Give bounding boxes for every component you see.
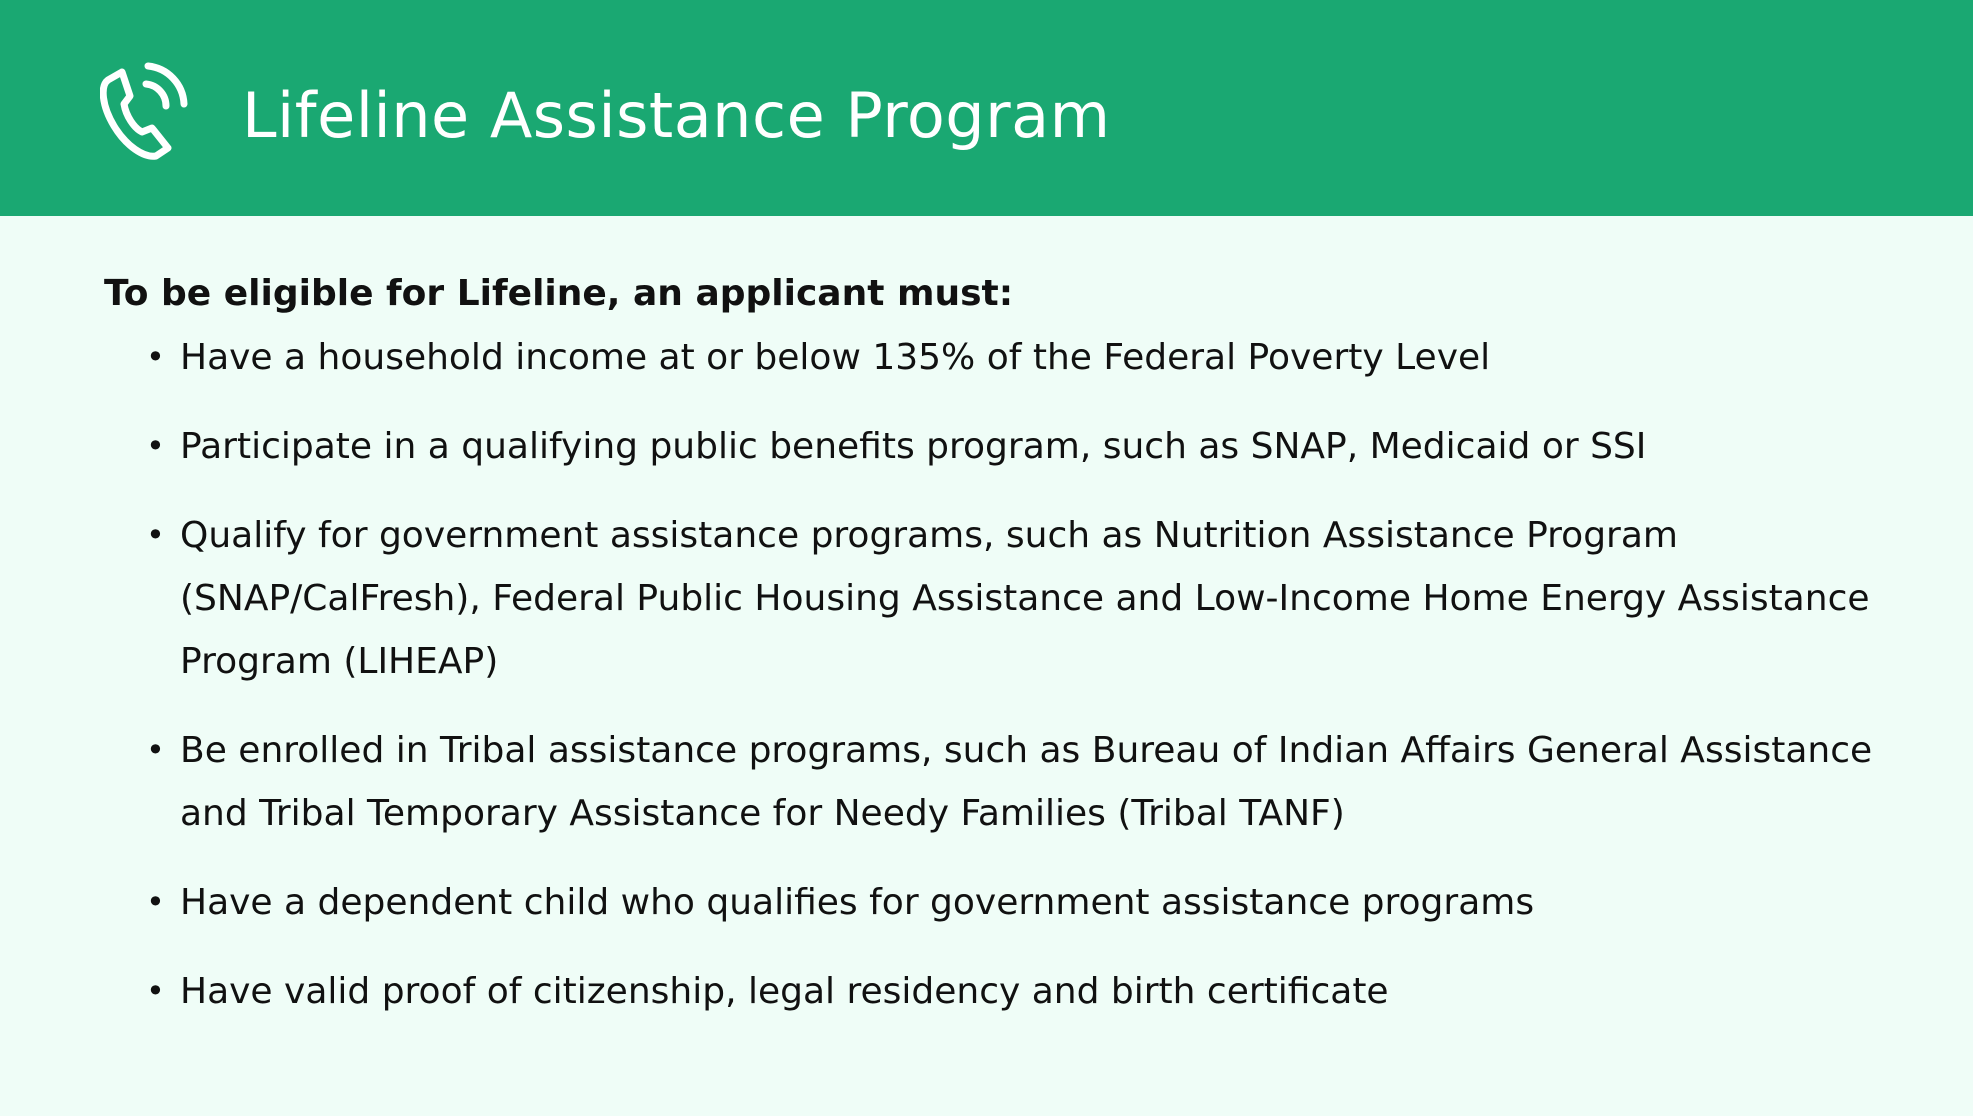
list-item: [104, 719, 1884, 845]
bullet: •: [146, 516, 165, 554]
bullet: •: [146, 883, 165, 921]
header-banner: [0, 0, 1973, 216]
phone-icon: [100, 62, 190, 162]
page-title: Lifeline Assistance Program: [242, 79, 1111, 152]
list-item-text: Qualify for government assistance programs, such as Nutrition Assistance Program (SNAP/CalFresh), Federal Public Housing Assistance and Low-Income Home Energy Assistance Program (LIHEAP): [180, 515, 1870, 682]
bullet: •: [146, 972, 165, 1010]
list-item: [104, 415, 1884, 478]
list-item: [104, 326, 1884, 389]
list-item-text: Have valid proof of citizenship, legal residency and birth certificate: [180, 971, 1389, 1012]
list-item: [104, 871, 1884, 934]
bullet: •: [146, 338, 165, 376]
list-item: [104, 960, 1884, 1023]
list-item-text: Be enrolled in Tribal assistance programs, such as Bureau of Indian Affairs General Assistance and Tribal Temporary Assistance for Needy Families (Tribal TANF): [180, 730, 1873, 834]
list-item: [104, 504, 1884, 693]
list-item-text: Have a dependent child who qualifies for government assistance programs: [180, 882, 1535, 923]
eligibility-intro: To be eligible for Lifeline, an applicant must:: [104, 273, 1014, 314]
bullet: •: [146, 731, 165, 769]
list-item-text: Have a household income at or below 135% of the Federal Poverty Level: [180, 337, 1491, 378]
list-item-text: Participate in a qualifying public benefits program, such as SNAP, Medicaid or SSI: [180, 426, 1647, 467]
eligibility-list: [104, 326, 1884, 1023]
eligibility-section: [104, 268, 1884, 1049]
bullet: •: [146, 427, 165, 465]
